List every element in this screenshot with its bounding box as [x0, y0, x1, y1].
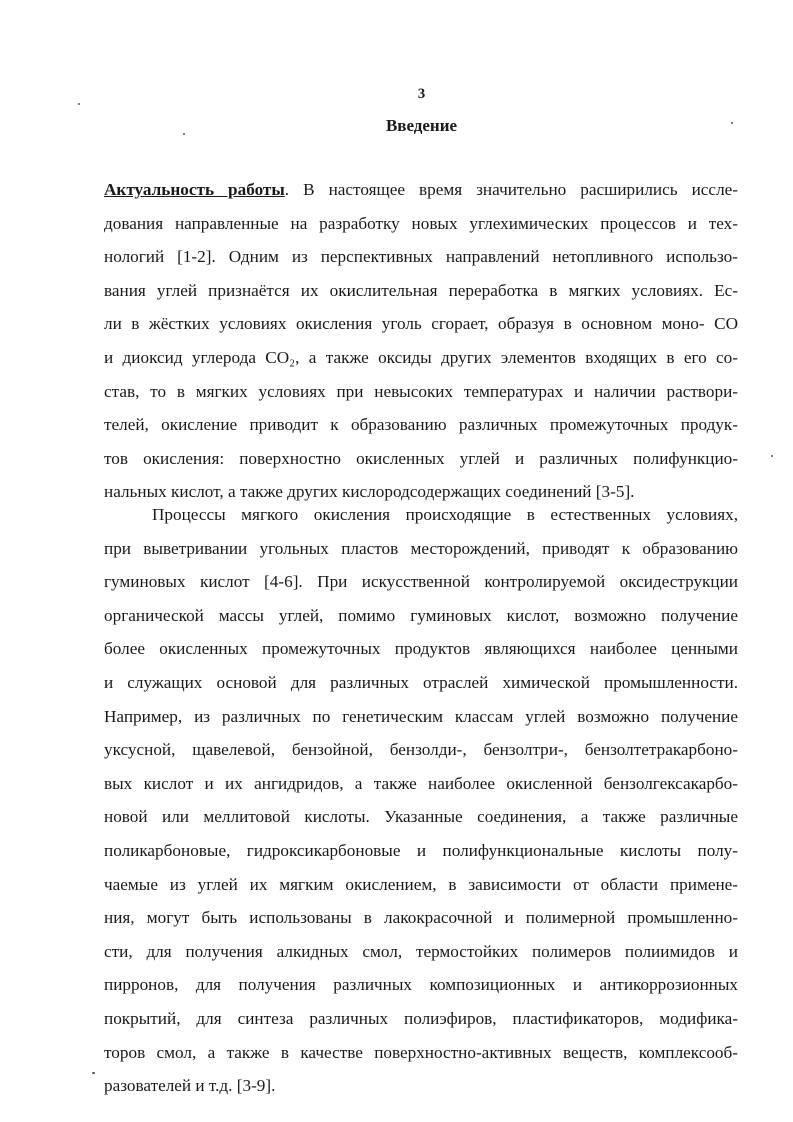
text-line: и служащих основой для различных отраслей химической промышленности.: [104, 672, 738, 692]
text-line: и диоксид углерода CO₂, а также оксиды других элементов входящих в его со-: [104, 347, 738, 367]
paragraph-oxidation: [104, 498, 738, 1103]
text-line: пирронов, для получения различных композиционных и антикоррозионных: [104, 975, 738, 995]
text-line: телей, окисление приводит к образованию различных промежуточных продук-: [104, 415, 738, 435]
text-line: поликарбоновые, гидроксикарбоновые и полифункциональные кислоты полу-: [104, 840, 738, 860]
text-line: более окисленных промежуточных продуктов являющихся наиболее ценными: [104, 639, 738, 659]
scan-speck: [731, 122, 733, 124]
text-line: чаемые из углей их мягким окислением, в зависимости от области примене-: [104, 874, 738, 894]
text-line: нальных кислот, а также других кислородсодержащих соединений [3-5].: [104, 482, 635, 502]
text-line: ли в жёстких условиях окисления уголь сгорает, образуя в основном моно- CO: [104, 314, 738, 334]
scan-speck: [771, 455, 773, 457]
text-line: дования направленные на разработку новых углехимических процессов и тех-: [104, 213, 738, 233]
text-line: нологий [1-2]. Одним из перспективных направлений нетопливного использо-: [104, 247, 738, 267]
text-line-rest: . В настоящее время значительно расширились иссле-: [284, 180, 738, 199]
text-line: став, то в мягких условиях при невысоких температурах и наличии раствори-: [104, 381, 738, 401]
text-line: покрытий, для синтеза различных полиэфиров, пластификаторов, модифика-: [104, 1008, 738, 1028]
text-line: сти, для получения алкидных смол, термостойких полимеров полиимидов и: [104, 941, 738, 961]
text-line: вания углей признаётся их окислительная переработка в мягких условиях. Ес-: [104, 280, 738, 300]
text-line: Например, из различных по генетическим классам углей возможно получение: [104, 706, 738, 726]
text-line: новой или меллитовой кислоты. Указанные соединения, а также различные: [104, 807, 738, 827]
text-line: тов окисления: поверхностно окисленных углей и различных полифункцио-: [104, 448, 738, 468]
text-line: вых кислот и их ангидридов, а также наиболее окисленной бензолгексакарбо-: [104, 773, 738, 793]
scan-speck: [183, 133, 185, 135]
text-line: Процессы мягкого окисления происходящие в естественных условиях,: [152, 505, 738, 524]
text-line: при выветривании угольных пластов месторождений, приводят к образованию: [104, 538, 738, 558]
text-line: гуминовых кислот [4-6]. При искусственной контролируемой оксидеструкции: [104, 572, 738, 592]
scan-speck: [78, 103, 80, 105]
page-title: Введение: [385, 116, 458, 135]
text-line: разователей и т.д. [3-9].: [104, 1076, 276, 1096]
text-line: ния, могут быть использованы в лакокрасочной и полимерной промышленно-: [104, 908, 738, 928]
paragraph-relevance: [104, 173, 738, 509]
text-line: торов смол, а также в качестве поверхностно-активных веществ, комплексооб-: [104, 1042, 738, 1062]
text-line: уксусной, щавелевой, бензойной, бензолди-, бензолтри-, бензолтетракарбоно-: [104, 740, 738, 760]
page-number: 3: [417, 86, 426, 102]
lead-term: Актуальность работы: [104, 180, 285, 199]
scan-speck: [92, 1072, 95, 1074]
text-line: органической массы углей, помимо гуминовых кислот, возможно получение: [104, 605, 738, 625]
text-line: [104, 173, 738, 207]
